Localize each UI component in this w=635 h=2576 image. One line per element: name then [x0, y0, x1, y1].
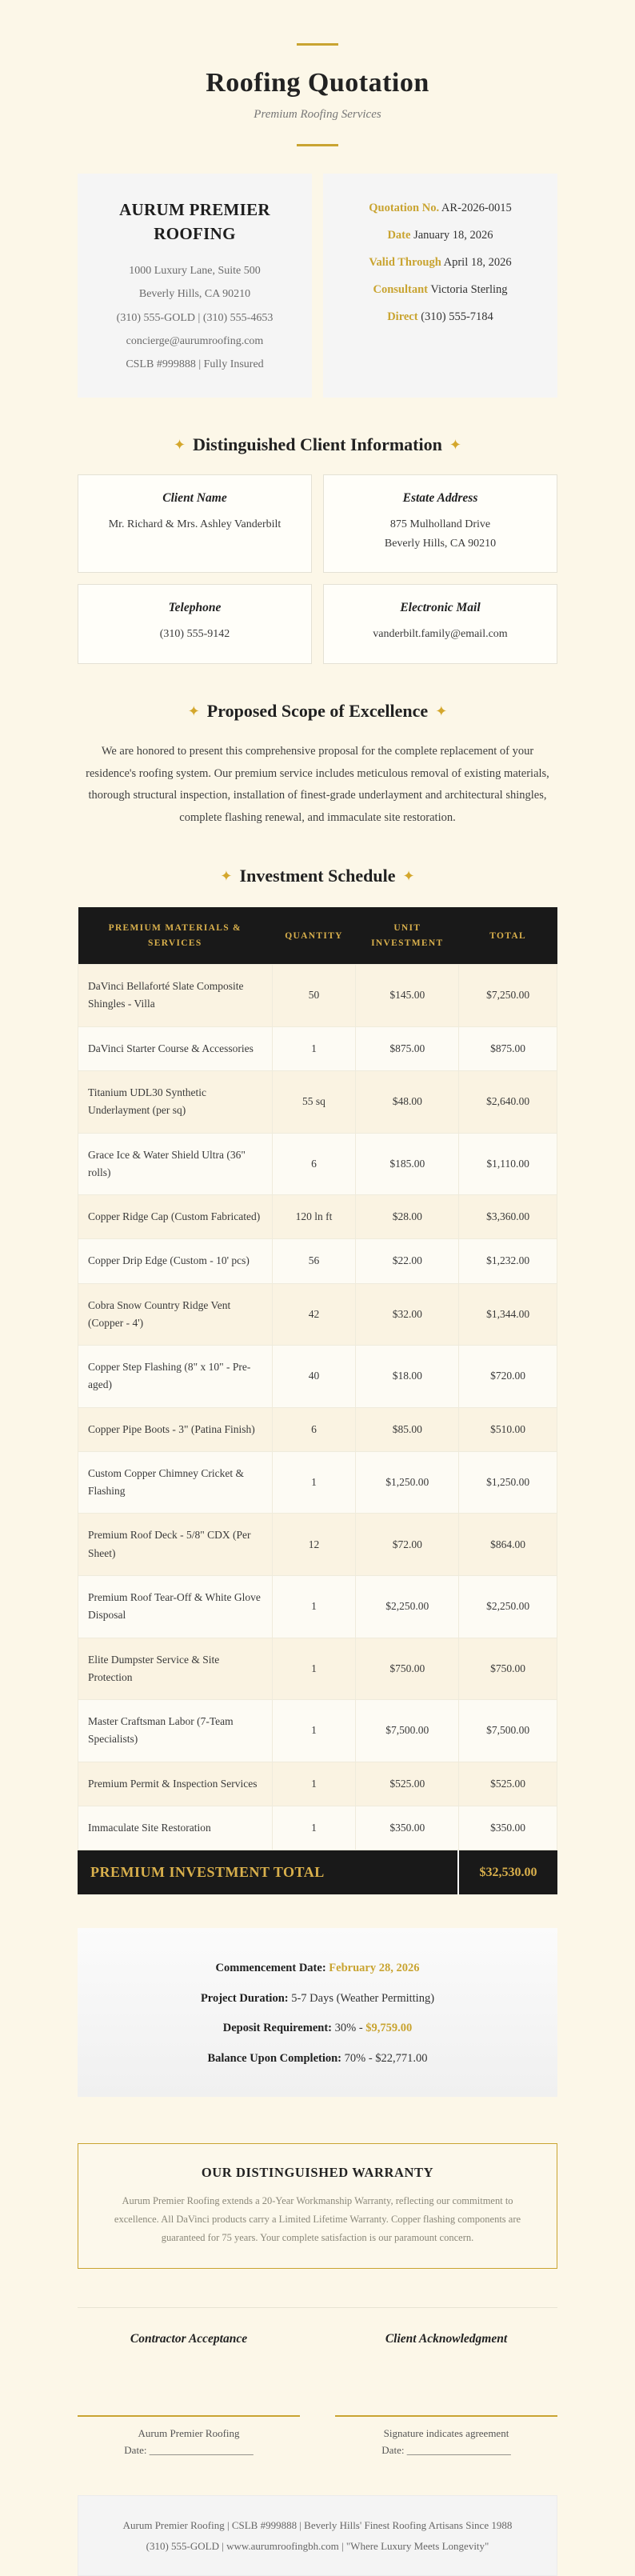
table-row: [78, 1195, 557, 1239]
client-date-field: Date: ____________________: [381, 2444, 511, 2457]
footer-card: [78, 2495, 557, 2576]
cell-unit: $1,250.00: [356, 1451, 459, 1514]
table-row: [78, 1638, 557, 1700]
cell-total: $1,110.00: [459, 1133, 557, 1195]
signature-row: [78, 2332, 557, 2457]
sparkle-icon: ✦: [435, 703, 448, 720]
scope-section-header: [78, 701, 557, 722]
cell-unit: $750.00: [356, 1638, 459, 1700]
cell-quantity: 55 sq: [272, 1070, 356, 1133]
cell-unit: $48.00: [356, 1070, 459, 1133]
header-materials: PREMIUM MATERIALS & SERVICES: [78, 907, 273, 964]
valid-through-row: [336, 249, 545, 276]
header-quantity: QUANTITY: [272, 907, 356, 964]
table-row: [78, 1514, 557, 1576]
client-signature-note: Signature indicates agreement: [383, 2427, 509, 2440]
cell-total: $7,250.00: [459, 965, 557, 1027]
cell-unit: $875.00: [356, 1026, 459, 1070]
cell-total: $350.00: [459, 1806, 557, 1850]
table-row: [78, 1762, 557, 1806]
valid-through-value: April 18, 2026: [443, 256, 512, 270]
cell-quantity: 50: [272, 965, 356, 1027]
cell-unit: $85.00: [356, 1407, 459, 1451]
company-card: [78, 174, 312, 398]
sparkle-icon: ✦: [174, 436, 186, 453]
header-gold-divider: [297, 144, 338, 146]
cell-unit: $18.00: [356, 1346, 459, 1408]
direct-phone-value: (310) 555-7184: [421, 310, 493, 324]
cell-quantity: 6: [272, 1407, 356, 1451]
cell-unit: $7,500.00: [356, 1700, 459, 1762]
cell-quantity: 1: [272, 1700, 356, 1762]
telephone-card: [78, 584, 312, 664]
cell-quantity: 6: [272, 1133, 356, 1195]
cell-quantity: 40: [272, 1346, 356, 1408]
header-unit-investment: UNIT INVESTMENT: [356, 907, 459, 964]
cell-total: $750.00: [459, 1638, 557, 1700]
client-section-title: Distinguished Client Information: [193, 434, 442, 454]
cell-quantity: 56: [272, 1239, 356, 1283]
cell-description: DaVinci Bellaforté Slate Composite Shingles - Villa: [78, 965, 273, 1027]
cell-total: $720.00: [459, 1346, 557, 1408]
cell-description: Copper Drip Edge (Custom - 10' pcs): [78, 1239, 273, 1283]
table-row: [78, 1133, 557, 1195]
client-acknowledgment-heading: Client Acknowledgment: [385, 2332, 508, 2346]
contractor-signature-line: [78, 2415, 300, 2417]
grand-total-row: [78, 1850, 557, 1894]
direct-phone-label: Direct: [387, 310, 418, 324]
warranty-text: Aurum Premier Roofing extends a 20-Year Workmanship Warranty, reflecting our commitment to excellence. All DaVinci products carry a Limited Lifetime Warranty. Copper flashing components are guaranteed for 75 years. Your complete satisfaction is our paramount concern.: [114, 2194, 521, 2244]
cell-unit: $28.00: [356, 1195, 459, 1239]
scope-section-title: Proposed Scope of Excellence: [206, 701, 429, 722]
schedule-details-card: [78, 1928, 557, 2097]
grand-total-label: PREMIUM INVESTMENT TOTAL: [78, 1850, 459, 1894]
cell-description: Premium Roof Tear-Off & White Glove Disposal: [78, 1575, 273, 1638]
contractor-date-field: Date: ____________________: [124, 2444, 254, 2457]
cell-quantity: 1: [272, 1762, 356, 1806]
table-row: [78, 1283, 557, 1346]
client-name-card: [78, 474, 312, 574]
cell-description: DaVinci Starter Course & Accessories: [78, 1026, 273, 1070]
header-total: TOTAL: [459, 907, 557, 964]
client-section-header: [78, 434, 557, 455]
commencement-date-line: Commencement Date: February 28, 2026: [215, 1962, 420, 1975]
telephone-label: Telephone: [168, 601, 222, 615]
investment-schedule-table: [78, 907, 557, 1850]
client-name-value: Mr. Richard & Mrs. Ashley Vanderbilt: [108, 518, 282, 530]
sparkle-icon: ✦: [220, 868, 233, 885]
table-row: [78, 1070, 557, 1133]
cell-total: $510.00: [459, 1407, 557, 1451]
table-row: [78, 1700, 557, 1762]
table-row: [78, 1575, 557, 1638]
cell-quantity: 1: [272, 1026, 356, 1070]
warranty-card: [78, 2143, 557, 2269]
top-gold-divider: [297, 43, 338, 46]
quotation-document: [78, 0, 557, 2576]
table-row: [78, 1451, 557, 1514]
sparkle-icon: ✦: [187, 703, 200, 720]
header-info-row: [78, 174, 557, 398]
schedule-section-header: [78, 866, 557, 886]
quote-date-row: [336, 222, 545, 249]
cell-description: Master Craftsman Labor (7-Team Specialists): [78, 1700, 273, 1762]
cell-quantity: 1: [272, 1451, 356, 1514]
cell-unit: $350.00: [356, 1806, 459, 1850]
cell-total: $1,250.00: [459, 1451, 557, 1514]
estate-address-value: 875 Mulholland Drive Beverly Hills, CA 90210: [384, 518, 497, 550]
company-address-line: Beverly Hills, CA 90210: [138, 288, 251, 301]
cell-unit: $525.00: [356, 1762, 459, 1806]
cell-unit: $72.00: [356, 1514, 459, 1576]
quote-date-value: January 18, 2026: [413, 229, 493, 242]
company-phone-line: (310) 555-GOLD | (310) 555-4653: [116, 311, 274, 324]
consultant-row: [336, 276, 545, 303]
cell-total: $525.00: [459, 1762, 557, 1806]
cell-total: $2,250.00: [459, 1575, 557, 1638]
estate-address-label: Estate Address: [402, 490, 478, 505]
table-row: [78, 1346, 557, 1408]
footer-line-2: (310) 555-GOLD | www.aurumroofingbh.com | "Where Luxury Meets Longevity": [146, 2539, 489, 2552]
scope-paragraph: We are honored to present this comprehensive proposal for the complete replacement of your residence's roofing system. Our premium service includes meticulous removal of existing materials, thorough structural inspection, installation of finest-grade underlayment and architectural shingles, complete flashing renewal, and immaculate site restoration.: [86, 745, 549, 824]
estate-address-card: [323, 474, 557, 574]
cell-total: $1,344.00: [459, 1283, 557, 1346]
grand-total-amount: $32,530.00: [479, 1865, 537, 1879]
consultant-label: Consultant: [373, 283, 428, 297]
table-row: [78, 1239, 557, 1283]
cell-unit: $22.00: [356, 1239, 459, 1283]
email-value: vanderbilt.family@email.com: [373, 628, 508, 641]
contractor-signature-name: Aurum Premier Roofing: [138, 2427, 240, 2440]
cell-description: Premium Permit & Inspection Services: [78, 1762, 273, 1806]
cell-unit: $2,250.00: [356, 1575, 459, 1638]
footer-line-1: Aurum Premier Roofing | CSLB #999888 | Beverly Hills' Finest Roofing Artisans Since 1988: [122, 2519, 513, 2532]
cell-total: $875.00: [459, 1026, 557, 1070]
cell-total: $864.00: [459, 1514, 557, 1576]
cell-quantity: 42: [272, 1283, 356, 1346]
balance-line: Balance Upon Completion: 70% - $22,771.00: [207, 2052, 428, 2066]
quote-meta-card: [323, 174, 557, 398]
cell-quantity: 1: [272, 1575, 356, 1638]
cell-description: Copper Step Flashing (8" x 10" - Pre-aged): [78, 1346, 273, 1408]
company-name: AURUM PREMIER ROOFING: [119, 200, 270, 244]
signature-section-divider: [78, 2307, 557, 2308]
consultant-value: Victoria Sterling: [430, 283, 508, 297]
company-address-line: 1000 Luxury Lane, Suite 500: [129, 264, 261, 277]
table-row: [78, 965, 557, 1027]
direct-phone-row: [336, 303, 545, 330]
cell-quantity: 1: [272, 1806, 356, 1850]
quote-number-row: [336, 194, 545, 222]
quote-number-label: Quotation No.: [369, 202, 440, 214]
cell-total: $3,360.00: [459, 1195, 557, 1239]
cell-description: Immaculate Site Restoration: [78, 1806, 273, 1850]
project-duration-line: Project Duration: 5-7 Days (Weather Permitting): [200, 1991, 435, 2005]
sparkle-icon: ✦: [449, 436, 461, 453]
table-header-row: [78, 907, 557, 964]
table-row: [78, 1026, 557, 1070]
cell-unit: $185.00: [356, 1133, 459, 1195]
cell-description: Premium Roof Deck - 5/8" CDX (Per Sheet): [78, 1514, 273, 1576]
page-subtitle: Premium Roofing Services: [254, 108, 381, 121]
cell-description: Grace Ice & Water Shield Ultra (36" rolls): [78, 1133, 273, 1195]
client-info-grid: [78, 474, 557, 664]
cell-quantity: 1: [272, 1638, 356, 1700]
email-label: Electronic Mail: [400, 601, 481, 615]
telephone-value: (310) 555-9142: [159, 628, 230, 641]
cell-total: $2,640.00: [459, 1070, 557, 1133]
cell-quantity: 12: [272, 1514, 356, 1576]
cell-description: Elite Dumpster Service & Site Protection: [78, 1638, 273, 1700]
client-signature-block: [335, 2332, 557, 2457]
cell-unit: $32.00: [356, 1283, 459, 1346]
client-name-label: Client Name: [162, 490, 227, 505]
cell-description: Cobra Snow Country Ridge Vent (Copper - 4'): [78, 1283, 273, 1346]
cell-description: Copper Pipe Boots - 3" (Patina Finish): [78, 1407, 273, 1451]
cell-total: $7,500.00: [459, 1700, 557, 1762]
company-license-line: CSLB #999888 | Fully Insured: [126, 358, 264, 371]
email-card: [323, 584, 557, 664]
cell-unit: $145.00: [356, 965, 459, 1027]
client-signature-line: [335, 2415, 557, 2417]
table-row: [78, 1407, 557, 1451]
contractor-acceptance-heading: Contractor Acceptance: [130, 2332, 248, 2346]
company-email-line: concierge@aurumroofing.com: [126, 335, 264, 348]
page-title: Roofing Quotation: [206, 68, 429, 98]
cell-description: Custom Copper Chimney Cricket & Flashing: [78, 1451, 273, 1514]
deposit-requirement-line: Deposit Requirement: 30% - $9,759.00: [222, 2022, 413, 2035]
schedule-section-title: Investment Schedule: [239, 866, 396, 886]
cell-total: $1,232.00: [459, 1239, 557, 1283]
warranty-title: OUR DISTINGUISHED WARRANTY: [201, 2164, 434, 2180]
sparkle-icon: ✦: [402, 868, 415, 885]
valid-through-label: Valid Through: [369, 256, 441, 270]
cell-quantity: 120 ln ft: [272, 1195, 356, 1239]
cell-description: Titanium UDL30 Synthetic Underlayment (per sq): [78, 1070, 273, 1133]
cell-description: Copper Ridge Cap (Custom Fabricated): [78, 1195, 273, 1239]
contractor-signature-block: [78, 2332, 300, 2457]
table-row: [78, 1806, 557, 1850]
quote-number-value: AR-2026-0015: [441, 202, 512, 214]
quote-date-label: Date: [387, 229, 411, 242]
